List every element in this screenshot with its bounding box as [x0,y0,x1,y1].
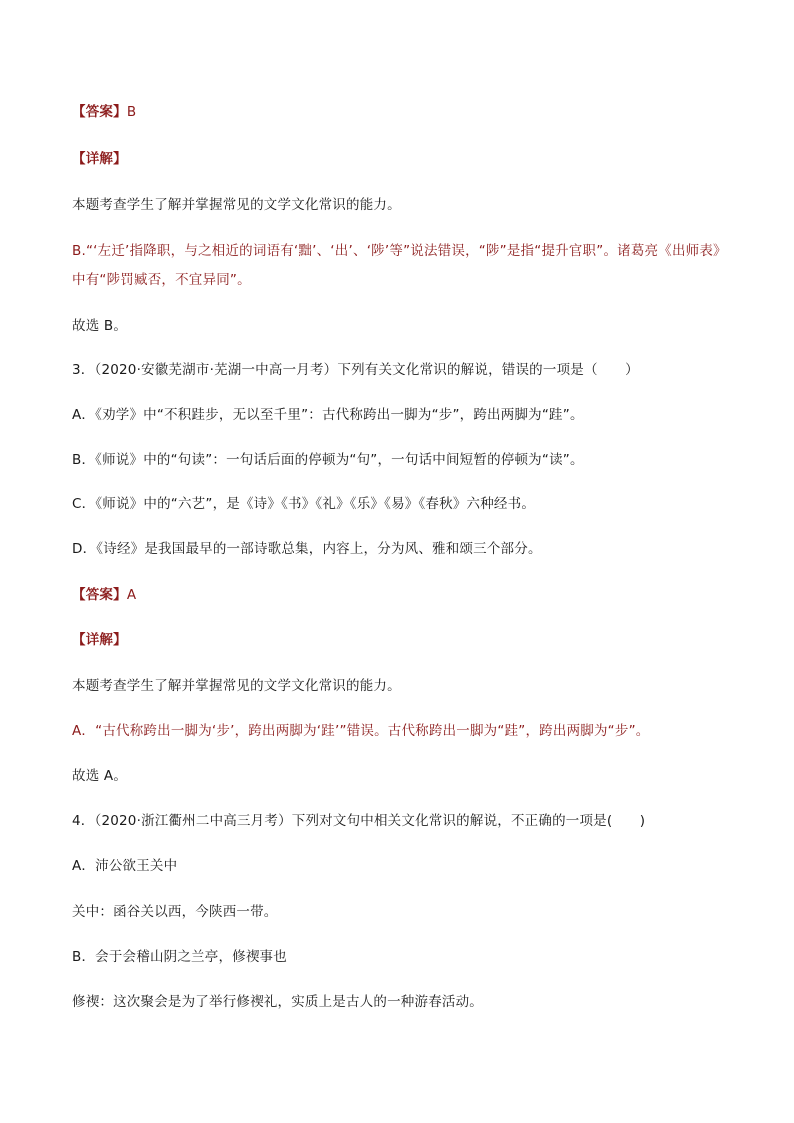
explanation-line: A．“古代称跨出一脚为‘步’，跨出两脚为‘跬’”错误。古代称跨出一脚为“跬”，跨出两脚为“步”。 [72,723,650,739]
option-b-note: 修禊：这次聚会是为了举行修禊礼，实质上是古人的一种游春活动。 [72,994,483,1010]
option-a-sentence: A．沛公欲王关中 [72,858,178,874]
answer-label: 【答案】 [72,587,127,603]
conclusion: 故选 B。 [72,318,128,334]
answer-value: B [126,104,137,120]
detail-label: 【详解】 [72,632,127,648]
detail-intro: 本题考查学生了解并掌握常见的文学文化常识的能力。 [72,197,401,213]
question-stem: 3．（2020·安徽芜湖市·芜湖一中高一月考）下列有关文化常识的解说，错误的一项是（ ） [72,362,639,378]
detail-label: 【详解】 [72,151,127,167]
answer-value: A [126,587,137,603]
option-b: B．《师说》中的“句读”：一句话后面的停顿为“句”，一句话中间短暂的停顿为“读”。 [72,452,584,468]
option-a-note: 关中：函谷关以西，今陕西一带。 [72,904,278,920]
conclusion: 故选 A。 [72,768,128,784]
answer-label: 【答案】 [72,104,127,120]
answer-line [72,586,136,604]
answer-line [72,103,136,121]
option-a: A．《劝学》中“不积跬步，无以至千里”：古代称跨出一脚为“步”，跨出两脚为“跬”。 [72,407,584,423]
explanation-line: 中有“陟罚臧否，不宜异同”。 [72,272,251,288]
option-b-sentence: B．会于会稽山阴之兰亭，修禊事也 [72,949,287,965]
detail-intro: 本题考查学生了解并掌握常见的文学文化常识的能力。 [72,678,401,694]
option-d: D．《诗经》是我国最早的一部诗歌总集，内容上，分为风、雅和颂三个部分。 [72,541,542,557]
option-c: C．《师说》中的“六艺”，是《诗》《书》《礼》《乐》《易》《春秋》六种经书。 [72,496,536,512]
question-stem: 4．（2020·浙江衢州二中高三月考）下列对文句中相关文化常识的解说，不正确的一项是( ) [72,813,646,829]
explanation-line: B.“‘左迁’指降职，与之相近的词语有‘黜’、‘出’、‘陟’等”说法错误，“陟”是指“提升官职”。诸葛亮《出师表》 [72,243,727,259]
